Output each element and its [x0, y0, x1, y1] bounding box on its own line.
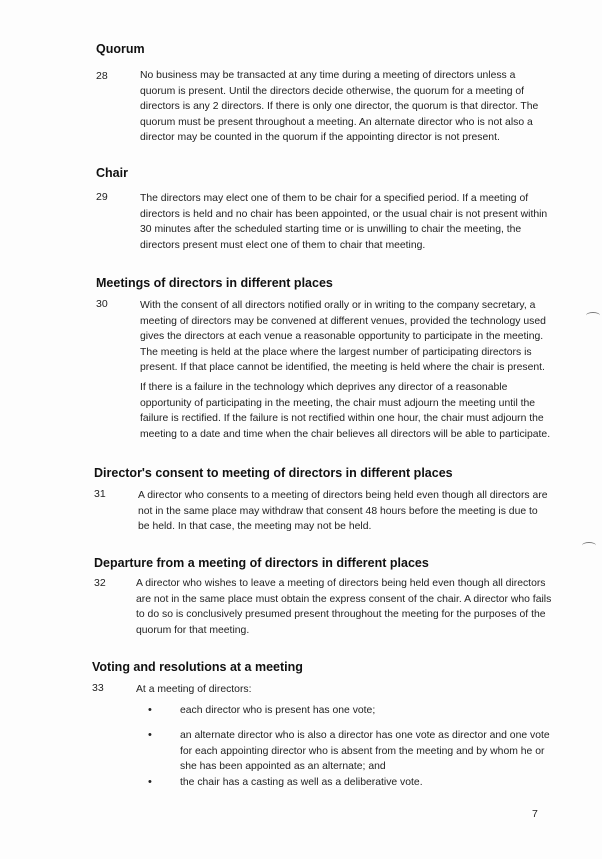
section-heading-meetings-different-places: Meetings of directors in different places: [96, 276, 333, 290]
section-heading-quorum: Quorum: [96, 42, 145, 56]
clause-29-text: The directors may elect one of them to be chair for a specified period. If a meeting of directors is held and no chair has been appointed, or the usual chair is not present within 30 minutes after the scheduled starting time or is unwilling to chair the meeting, the directors present must elect one of them to chair that meeting.: [140, 193, 548, 251]
scan-artifact-mark: [582, 542, 596, 549]
clause-31-text: A director who consents to a meeting of directors being held even though all directors are not in the same place may withdraw that consent 48 hours before the meeting is due to be held. In that case, the meeting may not be held.: [138, 490, 548, 533]
page-number: 7: [532, 808, 538, 820]
bullet-marker: •: [148, 729, 152, 741]
section-heading-departure: Departure from a meeting of directors in different places: [94, 556, 429, 570]
section-heading-directors-consent: Director's consent to meeting of directors in different places: [94, 466, 453, 480]
clause-number-31: 31: [94, 488, 106, 500]
clause-number-33: 33: [92, 682, 104, 694]
section-heading-voting: Voting and resolutions at a meeting: [92, 660, 303, 674]
bullet-marker: •: [148, 776, 152, 788]
section-heading-chair: Chair: [96, 166, 128, 180]
clause-30-paragraph-1: With the consent of all directors notified orally or in writing to the company secretary, a meeting of directors may be convened at different venues, provided the technology used gives the directors at each venue a reasonable opportunity to participate in the meeting. The meeting is held at the place where the largest number of participating directors is present. If that place cannot be identified, the meeting is held where the chair is present.: [140, 300, 546, 374]
clause-number-28: 28: [96, 70, 108, 82]
clause-number-30: 30: [96, 298, 108, 310]
clause-32-text: A director who wishes to leave a meeting of directors being held even though all directors are not in the same place must obtain the express consent of the chair. A director who fails to do so is conclusively presumed present throughout the meeting for the purposes of the quorum for that meeting.: [136, 578, 552, 636]
clause-number-29: 29: [96, 191, 108, 203]
clause-33-intro: At a meeting of directors:: [136, 684, 252, 695]
clause-33-bullet-1: each director who is present has one vote;: [180, 705, 376, 716]
clause-33-bullet-3: the chair has a casting as well as a deliberative vote.: [180, 777, 423, 788]
clause-33-bullet-2: an alternate director who is also a director has one vote as director and one vote for each appointing director who is absent from the meeting and by whom he or she has been appointed as an alternate; and: [180, 730, 550, 773]
clause-number-32: 32: [94, 577, 106, 589]
bullet-marker: •: [148, 704, 152, 716]
clause-28-text: No business may be transacted at any time during a meeting of directors unless a quorum is present. Until the directors decide otherwise, the quorum for a meeting of directors is any 2 directors. If there is only one director, the quorum is that director. The quorum must be present throughout a meeting. An alternate director who is not also a director may be counted in the quorum if the appointing director is not present.: [140, 70, 539, 144]
clause-30-paragraph-2: If there is a failure in the technology which deprives any director of a reasonable opportunity of participating in the meeting, the chair must adjourn the meeting until the failure is rectified. If the failure is not rectified within one hour, the chair must adjourn the meeting to a date and time when the chair believes all directors will be able to participate.: [140, 382, 551, 440]
scan-artifact-mark: [586, 312, 600, 319]
